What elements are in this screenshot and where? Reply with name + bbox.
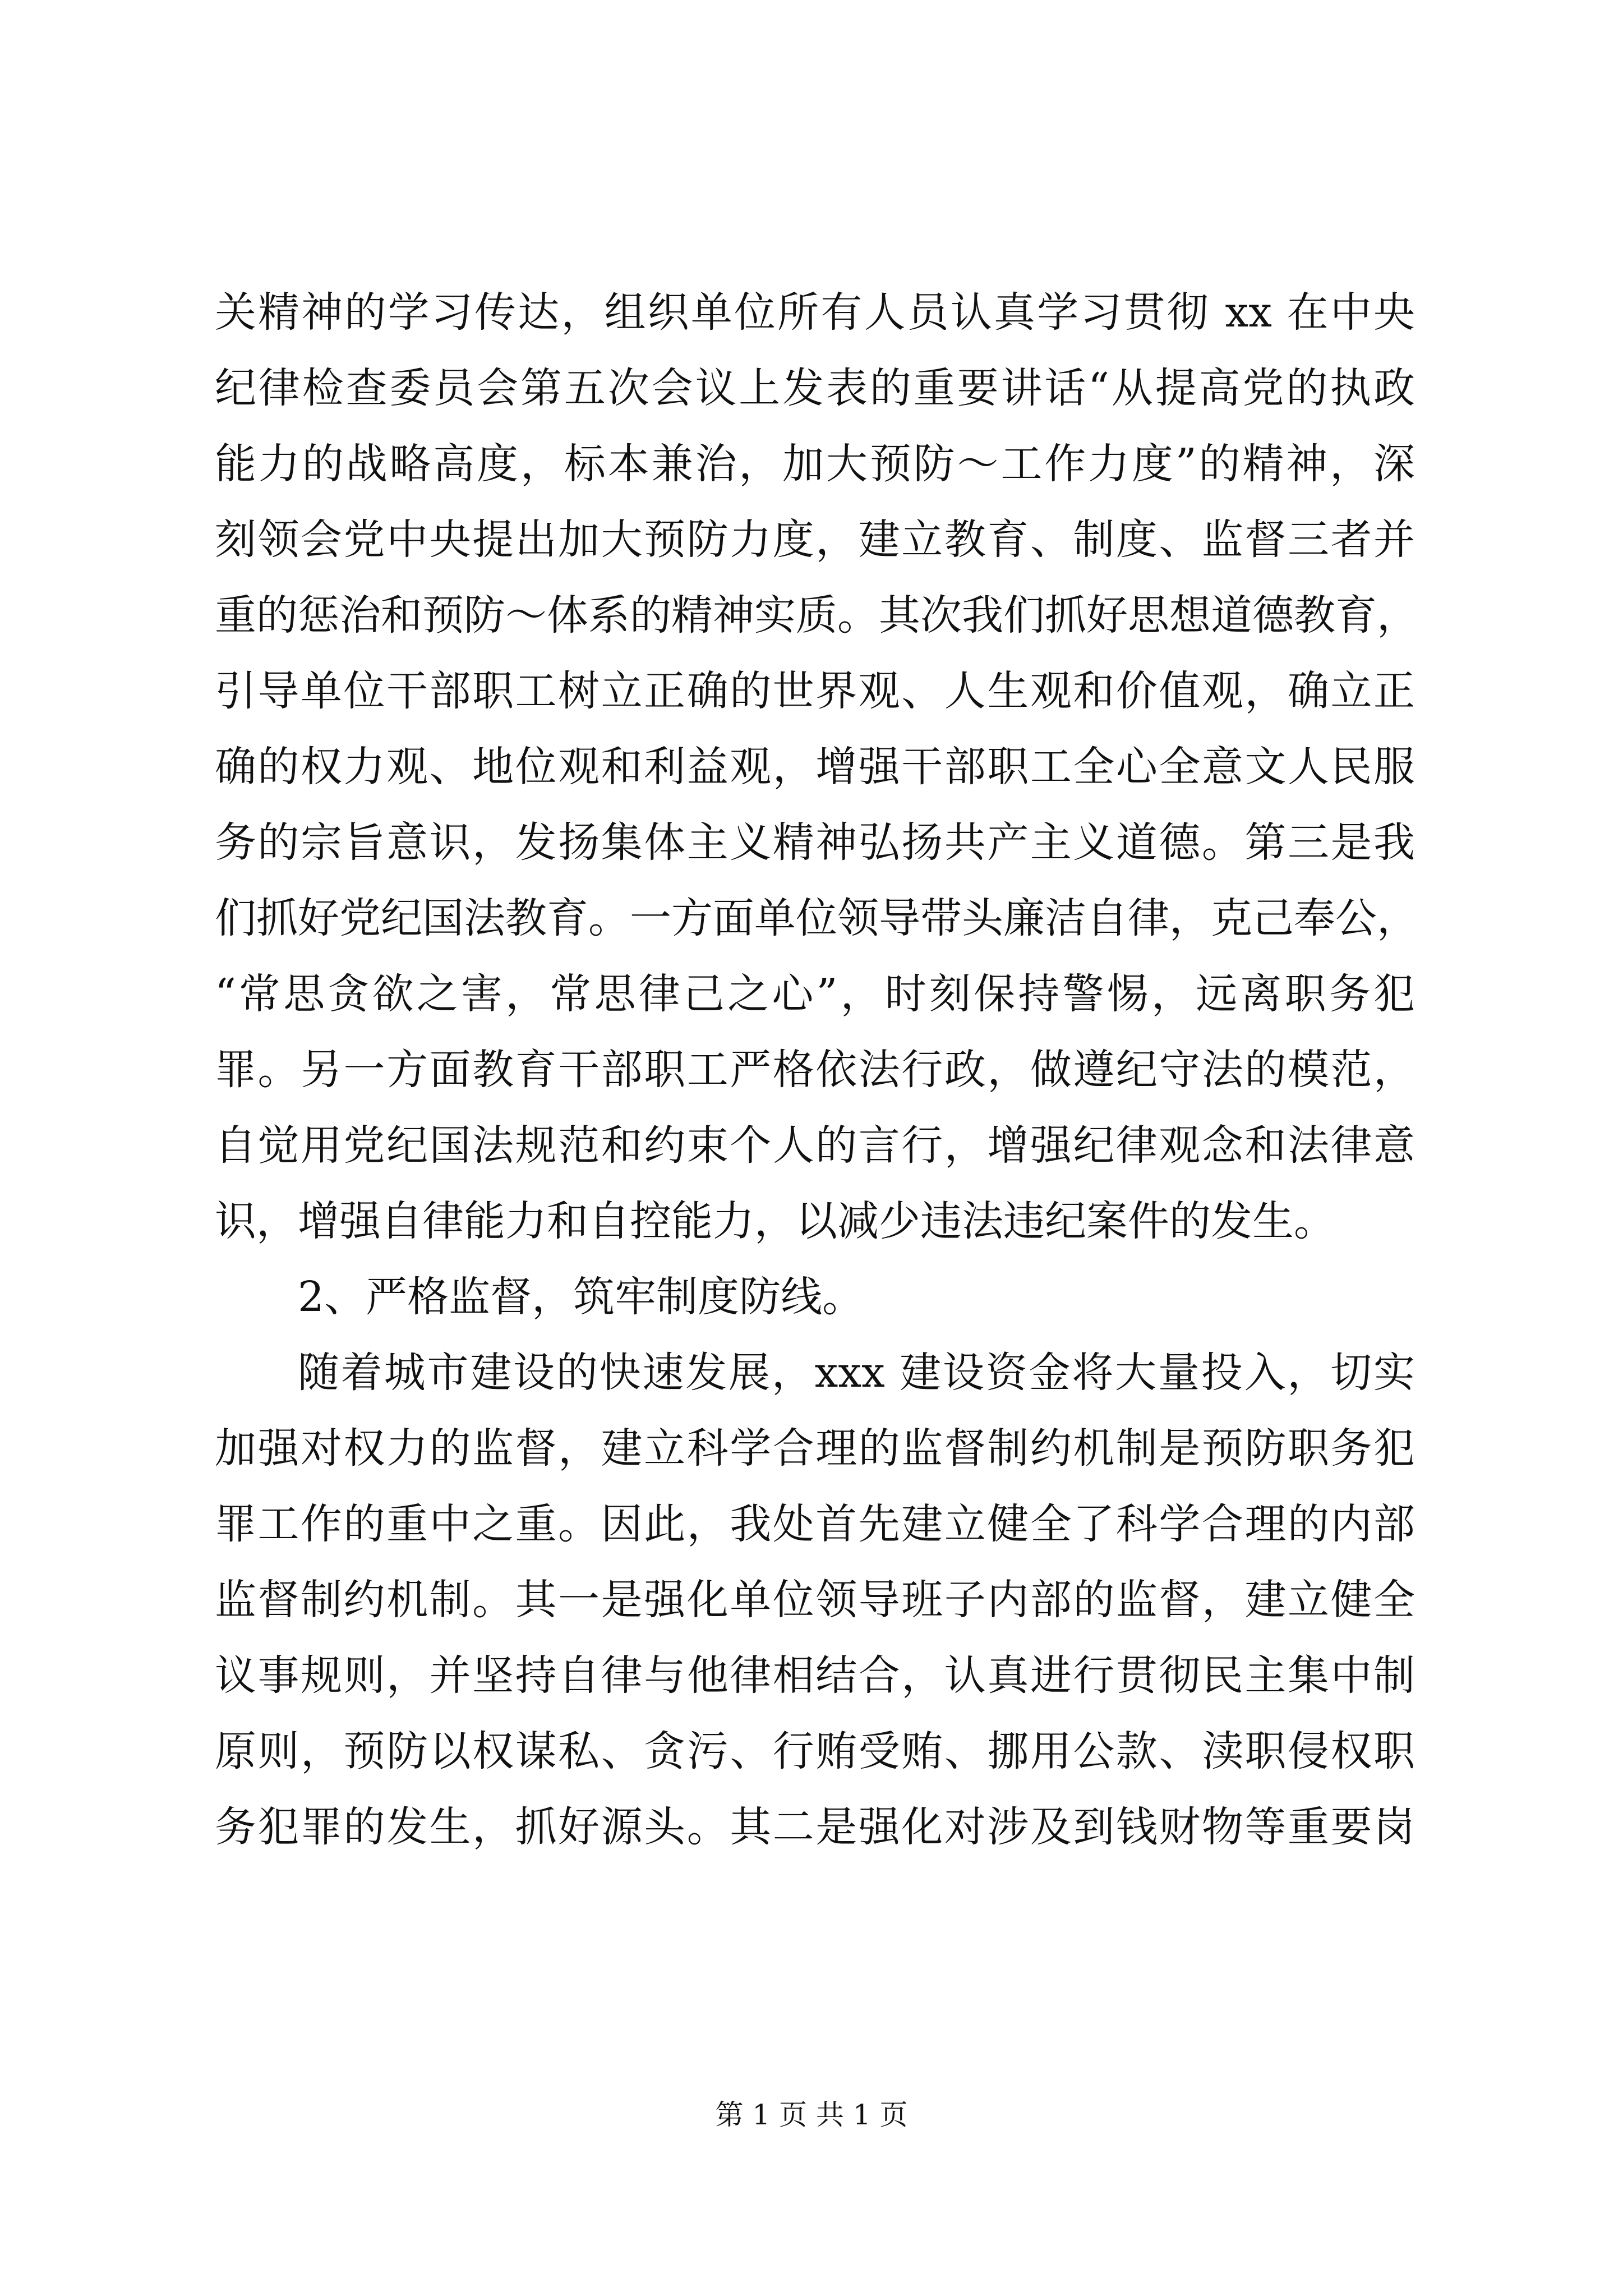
text-line: 关精神的学习传达，组织单位所有人员认真学习贯彻 xx 在中央	[215, 288, 1415, 337]
text-line: 议事规则，并坚持自律与他律相结合，认真进行贯彻民主集中制	[215, 1651, 1415, 1700]
text-line: 罪。另一方面教育干部职工严格依法行政，做遵纪守法的模范，	[215, 1046, 1415, 1094]
text-line: 识，增强自律能力和自控能力，以减少违法违纪案件的发生。	[215, 1197, 1335, 1245]
section-heading: 2、严格监督，筑牢制度防线。	[298, 1273, 864, 1321]
text-line: 加强对权力的监督，建立科学合理的监督制约机制是预防职务犯	[215, 1424, 1415, 1473]
text-line: 随着城市建设的快速发展，xxx 建设资金将大量投入，切实	[298, 1349, 1415, 1397]
text-line: 务的宗旨意识，发扬集体主义精神弘扬共产主义道德。第三是我	[215, 818, 1415, 867]
text-line: 重的惩治和预防～体系的精神实质。其次我们抓好思想道德教育，	[215, 591, 1418, 639]
text-line: “常思贪欲之害，常思律己之心”，时刻保持警惕，远离职务犯	[215, 970, 1415, 1018]
text-line: 们抓好党纪国法教育。一方面单位领导带头廉洁自律，克己奉公，	[215, 894, 1418, 942]
text-line: 务犯罪的发生，抓好源头。其二是强化对涉及到钱财物等重要岗	[215, 1803, 1415, 1851]
text-line: 原则，预防以权谋私、贪污、行贿受贿、挪用公款、渎职侵权职	[215, 1727, 1415, 1775]
text-line: 确的权力观、地位观和利益观，增强干部职工全心全意文人民服	[215, 743, 1415, 791]
text-line: 罪工作的重中之重。因此，我处首先建立健全了科学合理的内部	[215, 1500, 1415, 1548]
text-line: 引导单位干部职工树立正确的世界观、人生观和价值观，确立正	[215, 667, 1415, 715]
text-line: 纪律检查委员会第五次会议上发表的重要讲话“从提高党的执政	[215, 364, 1415, 412]
text-line: 能力的战略高度，标本兼治，加大预防～工作力度”的精神，深	[215, 440, 1415, 488]
page-number: 第 1 页 共 1 页	[715, 2099, 908, 2131]
text-line: 刻领会党中央提出加大预防力度，建立教育、制度、监督三者并	[215, 516, 1415, 564]
text-line: 监督制约机制。其一是强化单位领导班子内部的监督，建立健全	[215, 1576, 1415, 1624]
text-line: 自觉用党纪国法规范和约束个人的言行，增强纪律观念和法律意	[215, 1121, 1415, 1170]
